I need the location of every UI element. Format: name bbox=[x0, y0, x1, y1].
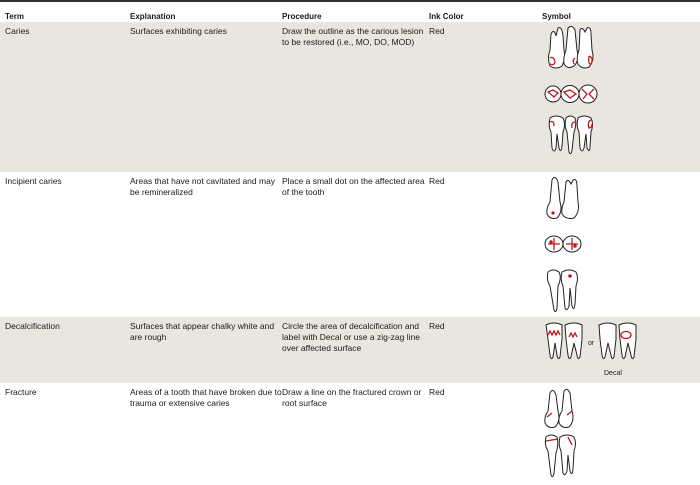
header-symbol: Symbol bbox=[542, 12, 571, 21]
incipient-upper-teeth bbox=[547, 177, 579, 218]
symbol-cell bbox=[542, 383, 700, 485]
incipient-occlusal-teeth bbox=[545, 236, 581, 252]
caries-occlusal-teeth bbox=[545, 85, 597, 103]
incipient-caries-symbol-drawing bbox=[542, 172, 700, 317]
header-explanation: Explanation bbox=[130, 12, 176, 21]
procedure-cell: Draw the outline as the carious lesion to be restored (i.e., MO, DO, MOD) bbox=[282, 22, 429, 172]
symbol-cell bbox=[542, 172, 700, 317]
incipient-lower-teeth bbox=[547, 270, 577, 312]
caries-lower-teeth bbox=[549, 116, 592, 154]
ink-color-cell: Red bbox=[429, 317, 542, 383]
explanation-cell: Areas that have not cavitated and may be remineralized bbox=[130, 176, 276, 197]
symbol-cell bbox=[542, 317, 700, 383]
table-top-rule bbox=[0, 0, 700, 2]
procedure-cell: Place a small dot on the affected area of the tooth bbox=[282, 176, 425, 197]
decal-label: Decal bbox=[604, 370, 622, 377]
explanation-cell: Areas of a tooth that have broken due to trauma or extensive caries bbox=[130, 387, 282, 408]
term-cell: Incipient caries bbox=[5, 176, 62, 186]
table-row bbox=[0, 172, 700, 317]
explanation-cell: Surfaces exhibiting caries bbox=[130, 22, 282, 172]
ink-color-cell: Red bbox=[429, 22, 542, 172]
table-row bbox=[0, 22, 700, 172]
header-ink-color: Ink Color bbox=[429, 12, 464, 21]
ink-color-cell: Red bbox=[429, 176, 445, 186]
procedure-cell: Circle the area of decalcification and label with Decal or use a zig-zag line over affected surface bbox=[282, 317, 429, 383]
header-row bbox=[0, 6, 700, 22]
symbol-cell bbox=[542, 22, 700, 172]
or-label: or bbox=[588, 340, 595, 347]
header-procedure: Procedure bbox=[282, 12, 322, 21]
header-term: Term bbox=[5, 12, 24, 21]
fracture-upper-teeth bbox=[545, 389, 573, 427]
caries-upper-teeth bbox=[549, 26, 594, 68]
term-cell: Caries bbox=[0, 22, 130, 172]
table-row bbox=[0, 383, 700, 485]
fracture-symbol-drawing bbox=[542, 383, 700, 485]
explanation-cell: Surfaces that appear chalky white and are rough bbox=[130, 317, 282, 383]
caries-symbol-drawing bbox=[542, 22, 700, 172]
fracture-lower-teeth bbox=[545, 435, 575, 477]
procedure-cell: Draw a line on the fractured crown or root surface bbox=[282, 387, 422, 408]
decalcification-symbol-drawing bbox=[542, 317, 700, 383]
charting-symbols-table bbox=[0, 6, 700, 485]
term-cell: Fracture bbox=[5, 387, 37, 397]
ink-color-cell: Red bbox=[429, 387, 445, 397]
decal-circled-teeth bbox=[599, 323, 636, 359]
decal-zigzag-teeth bbox=[546, 323, 582, 359]
term-cell: Decalcification bbox=[0, 317, 130, 383]
table-row bbox=[0, 317, 700, 383]
